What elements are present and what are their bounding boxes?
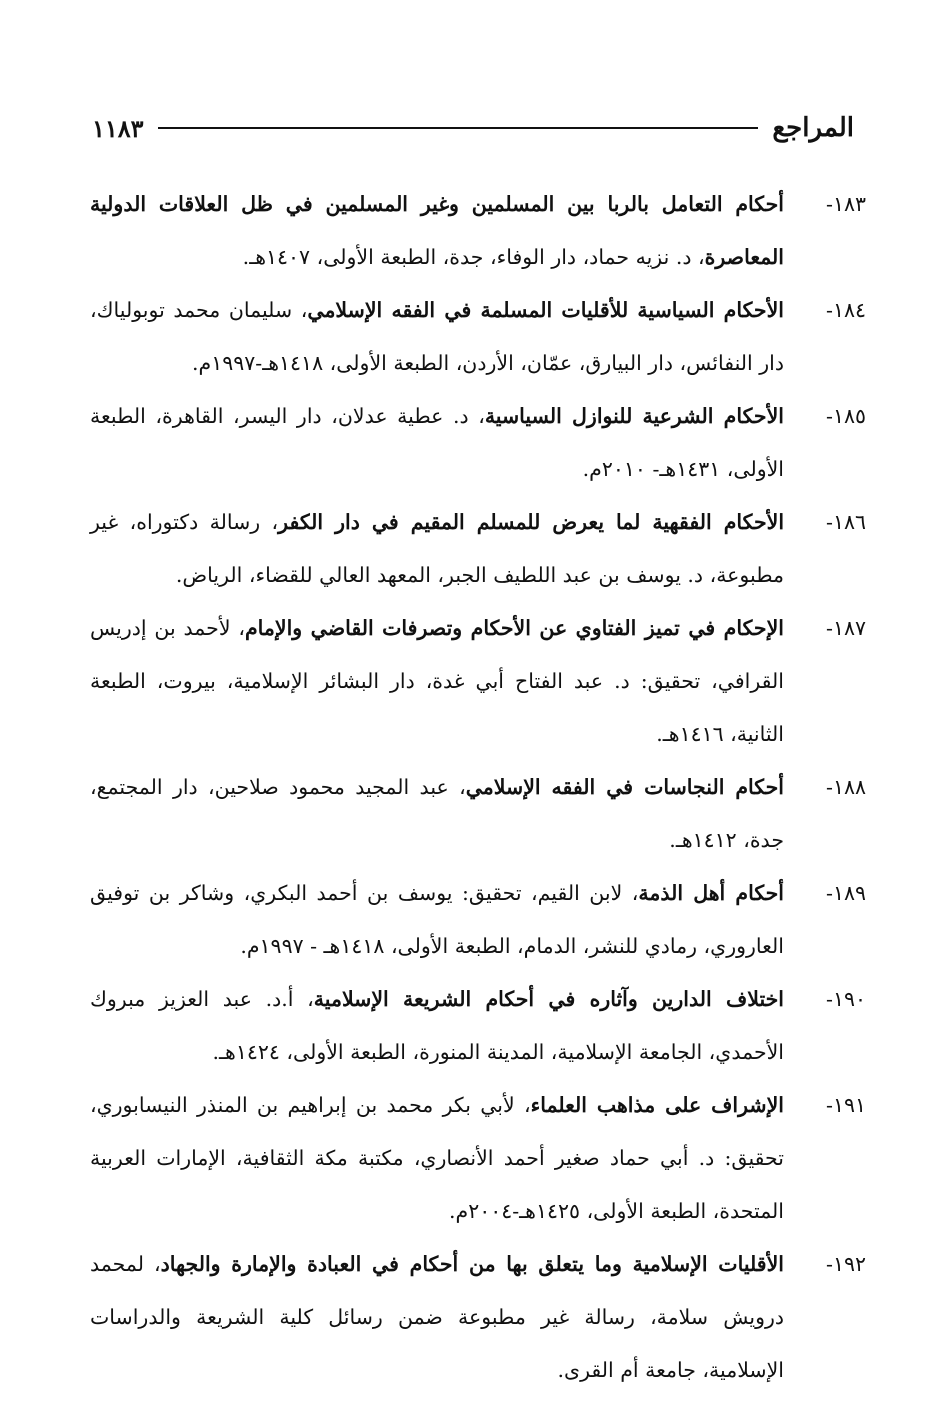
reference-entry bbox=[90, 602, 866, 761]
entry-text bbox=[90, 1079, 784, 1238]
entry-title: الأحكام السياسية للأقليات المسلمة في الفقه الإسلامي bbox=[307, 298, 784, 322]
reference-entry bbox=[90, 1079, 866, 1238]
reference-entry bbox=[90, 284, 866, 390]
entry-details: ، د. نزيه حماد، دار الوفاء، جدة، الطبعة الأولى، ١٤٠٧هـ. bbox=[242, 245, 705, 269]
page-number: ١١٨٣ bbox=[92, 113, 144, 143]
entry-text bbox=[90, 496, 784, 602]
entry-title: أحكام أهل الذمة bbox=[638, 881, 785, 905]
entry-details: ، لابن القيم، تحقيق: يوسف بن أحمد البكري، وشاكر بن توفيق العاروري، رمادي للنشر، الدمام، الطبعة الأولى، ١٤١٨هـ - ١٩٩٧م. bbox=[90, 881, 784, 958]
entry-number: ١٨٧- bbox=[826, 616, 866, 640]
entry-title: اختلاف الدارين وآثاره في أحكام الشريعة الإسلامية bbox=[313, 987, 784, 1011]
section-title: المراجع bbox=[772, 113, 854, 143]
reference-entry bbox=[90, 178, 866, 284]
entry-text bbox=[90, 867, 784, 973]
entry-details: ، لأبي بكر محمد بن إبراهيم بن المنذر النيسابوري، تحقيق: د. أبي حماد صغير أحمد الأنصاري، مكتبة مكة الثقافية، الإمارات العربية المتحدة، الطبعة الأولى، ١٤٢٥هـ-٢٠٠٤م. bbox=[90, 1093, 784, 1223]
entry-title: الأحكام الفقهية لما يعرض للمسلم المقيم في دار الكفر bbox=[278, 510, 785, 534]
entry-details: ، لمحمد درويش سلامة، رسالة غير مطبوعة ضمن رسائل كلية الشريعة والدراسات الإسلامية، جامعة أم القرى. bbox=[90, 1252, 784, 1382]
reference-entry bbox=[90, 390, 866, 496]
entry-number: ١٨٥- bbox=[826, 404, 866, 428]
entry-title: الأحكام الشرعية للنوازل السياسية bbox=[484, 404, 784, 428]
entry-title: أحكام التعامل بالربا بين المسلمين وغير المسلمين في ظل العلاقات الدولية المعاصرة bbox=[90, 192, 784, 269]
reference-entry bbox=[90, 867, 866, 973]
entry-title: الإحكام في تميز الفتاوي عن الأحكام وتصرفات القاضي والإمام bbox=[244, 616, 784, 640]
reference-entry bbox=[90, 496, 866, 602]
entry-number: ١٩٠- bbox=[826, 987, 866, 1011]
entry-title: أحكام النجاسات في الفقه الإسلامي bbox=[465, 775, 784, 799]
entry-details: ، أ.د. عبد العزيز مبروك الأحمدي، الجامعة الإسلامية، المدينة المنورة، الطبعة الأولى، ١٤٢٤هـ. bbox=[90, 987, 784, 1064]
entry-number: ١٩٢- bbox=[826, 1252, 866, 1276]
entry-details: ، لأحمد بن إدريس القرافي، تحقيق: د. عبد الفتاح أبي غدة، دار البشائر الإسلامية، بيروت، الطبعة الثانية، ١٤١٦هـ. bbox=[90, 616, 784, 746]
entry-details: ، رسالة دكتوراه، غير مطبوعة، د. يوسف بن عبد اللطيف الجبر، المعهد العالي للقضاء، الرياض. bbox=[90, 510, 784, 587]
entry-number: ١٨٦- bbox=[826, 510, 866, 534]
entry-text bbox=[90, 178, 784, 284]
entry-text bbox=[90, 602, 784, 761]
reference-entry bbox=[90, 973, 866, 1079]
entry-details: ، عبد المجيد محمود صلاحين، دار المجتمع، جدة، ١٤١٢هـ. bbox=[90, 775, 784, 852]
entry-details: ، د. عطية عدلان، دار اليسر، القاهرة، الطبعة الأولى، ١٤٣١هـ- ٢٠١٠م. bbox=[90, 404, 784, 481]
entry-text bbox=[90, 1238, 784, 1397]
reference-entry bbox=[90, 1238, 866, 1397]
entry-number: ١٨٩- bbox=[826, 881, 866, 905]
page-header bbox=[92, 108, 854, 148]
entry-details: ، سليمان محمد توبولياك، دار النفائس، دار البيارق، عمّان، الأردن، الطبعة الأولى، ١٤١٨هـ-١٩٩٧م. bbox=[90, 298, 784, 375]
entry-text bbox=[90, 284, 784, 390]
header-rule bbox=[158, 127, 759, 129]
entry-title: الإشراف على مذاهب العلماء bbox=[530, 1093, 784, 1117]
entry-number: ١٨٣- bbox=[826, 192, 866, 216]
entry-text bbox=[90, 973, 784, 1079]
entry-title: الأقليات الإسلامية وما يتعلق بها من أحكام في العبادة والإمارة والجهاد bbox=[160, 1252, 784, 1276]
entry-number: ١٩١- bbox=[826, 1093, 866, 1117]
entry-number: ١٨٨- bbox=[826, 775, 866, 799]
entry-number: ١٨٤- bbox=[826, 298, 866, 322]
reference-entry bbox=[90, 761, 866, 867]
entry-text bbox=[90, 761, 784, 867]
references-list bbox=[90, 178, 866, 1397]
entry-text bbox=[90, 390, 784, 496]
